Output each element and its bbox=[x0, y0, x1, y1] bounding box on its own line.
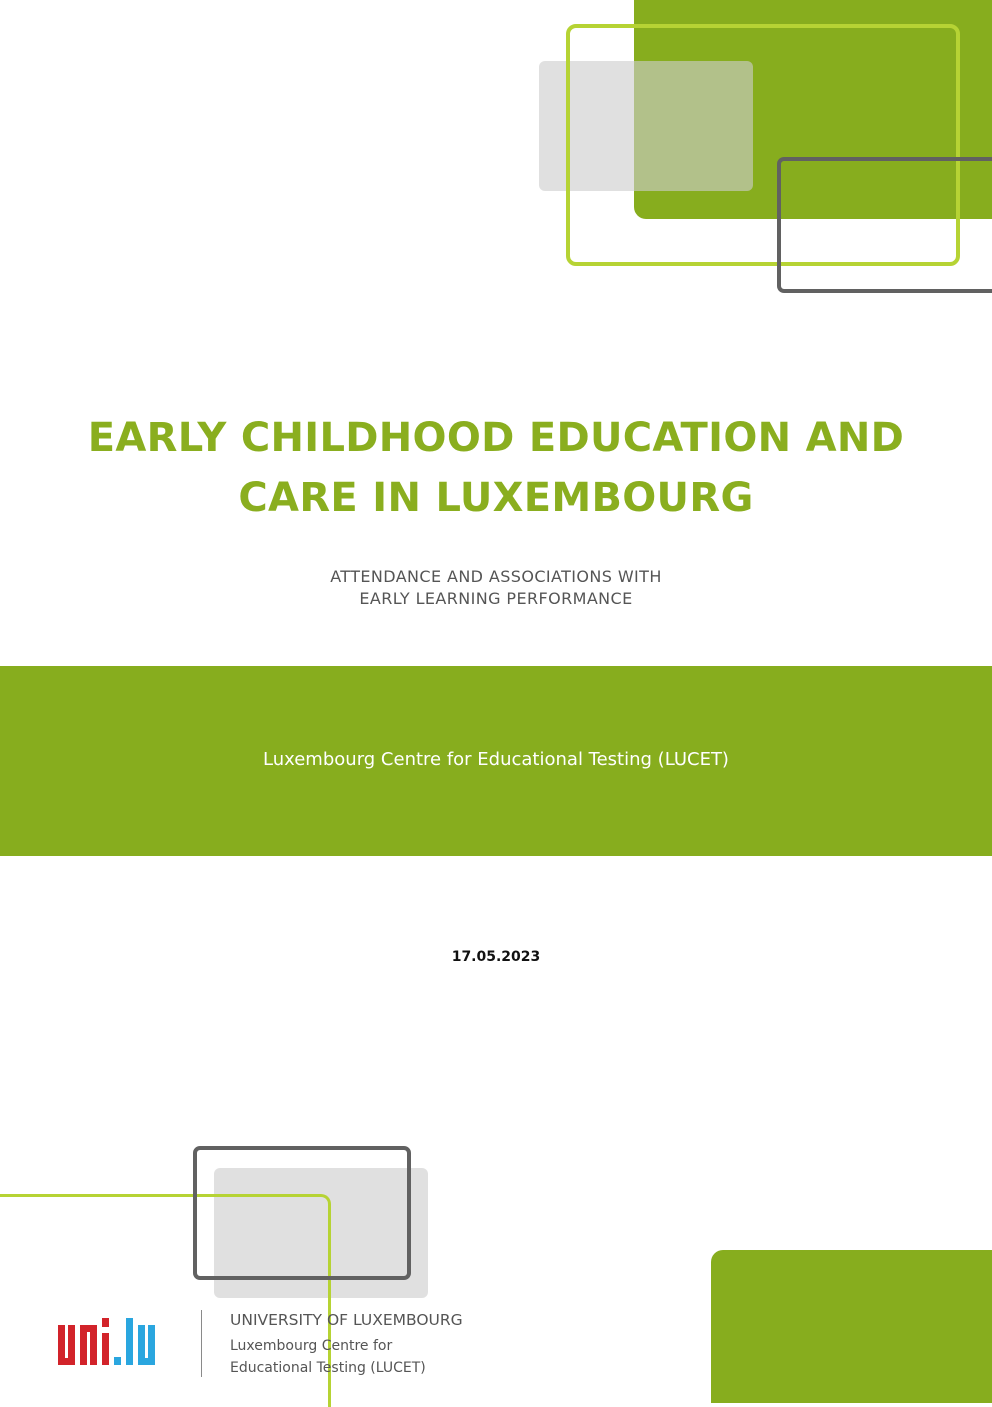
logo-divider bbox=[201, 1310, 202, 1377]
report-title bbox=[60, 408, 932, 528]
university-name: UNIVERSITY OF LUXEMBOURG bbox=[230, 1311, 463, 1329]
report-subtitle-line-2: EARLY LEARNING PERFORMANCE bbox=[359, 589, 633, 608]
report-subtitle bbox=[196, 566, 796, 610]
centre-name bbox=[230, 1335, 510, 1379]
publication-date: 17.05.2023 bbox=[451, 949, 541, 965]
centre-name-line-1: Luxembourg Centre for bbox=[230, 1338, 393, 1354]
centre-name-line-2: Educational Testing (LUCET) bbox=[230, 1360, 426, 1376]
decorative-green-block-bottom bbox=[711, 1250, 992, 1403]
report-title-line-1: EARLY CHILDHOOD EDUCATION AND bbox=[87, 415, 905, 461]
author-band-text: Luxembourg Centre for Educational Testing (LUCET) bbox=[263, 749, 729, 770]
decorative-dark-frame-bottom bbox=[193, 1146, 411, 1280]
report-title-line-2: CARE IN LUXEMBOURG bbox=[238, 475, 754, 521]
report-subtitle-line-1: ATTENDANCE AND ASSOCIATIONS WITH bbox=[330, 567, 662, 586]
uni-lu-logo bbox=[56, 1315, 176, 1370]
decorative-dark-frame-top bbox=[777, 157, 992, 293]
